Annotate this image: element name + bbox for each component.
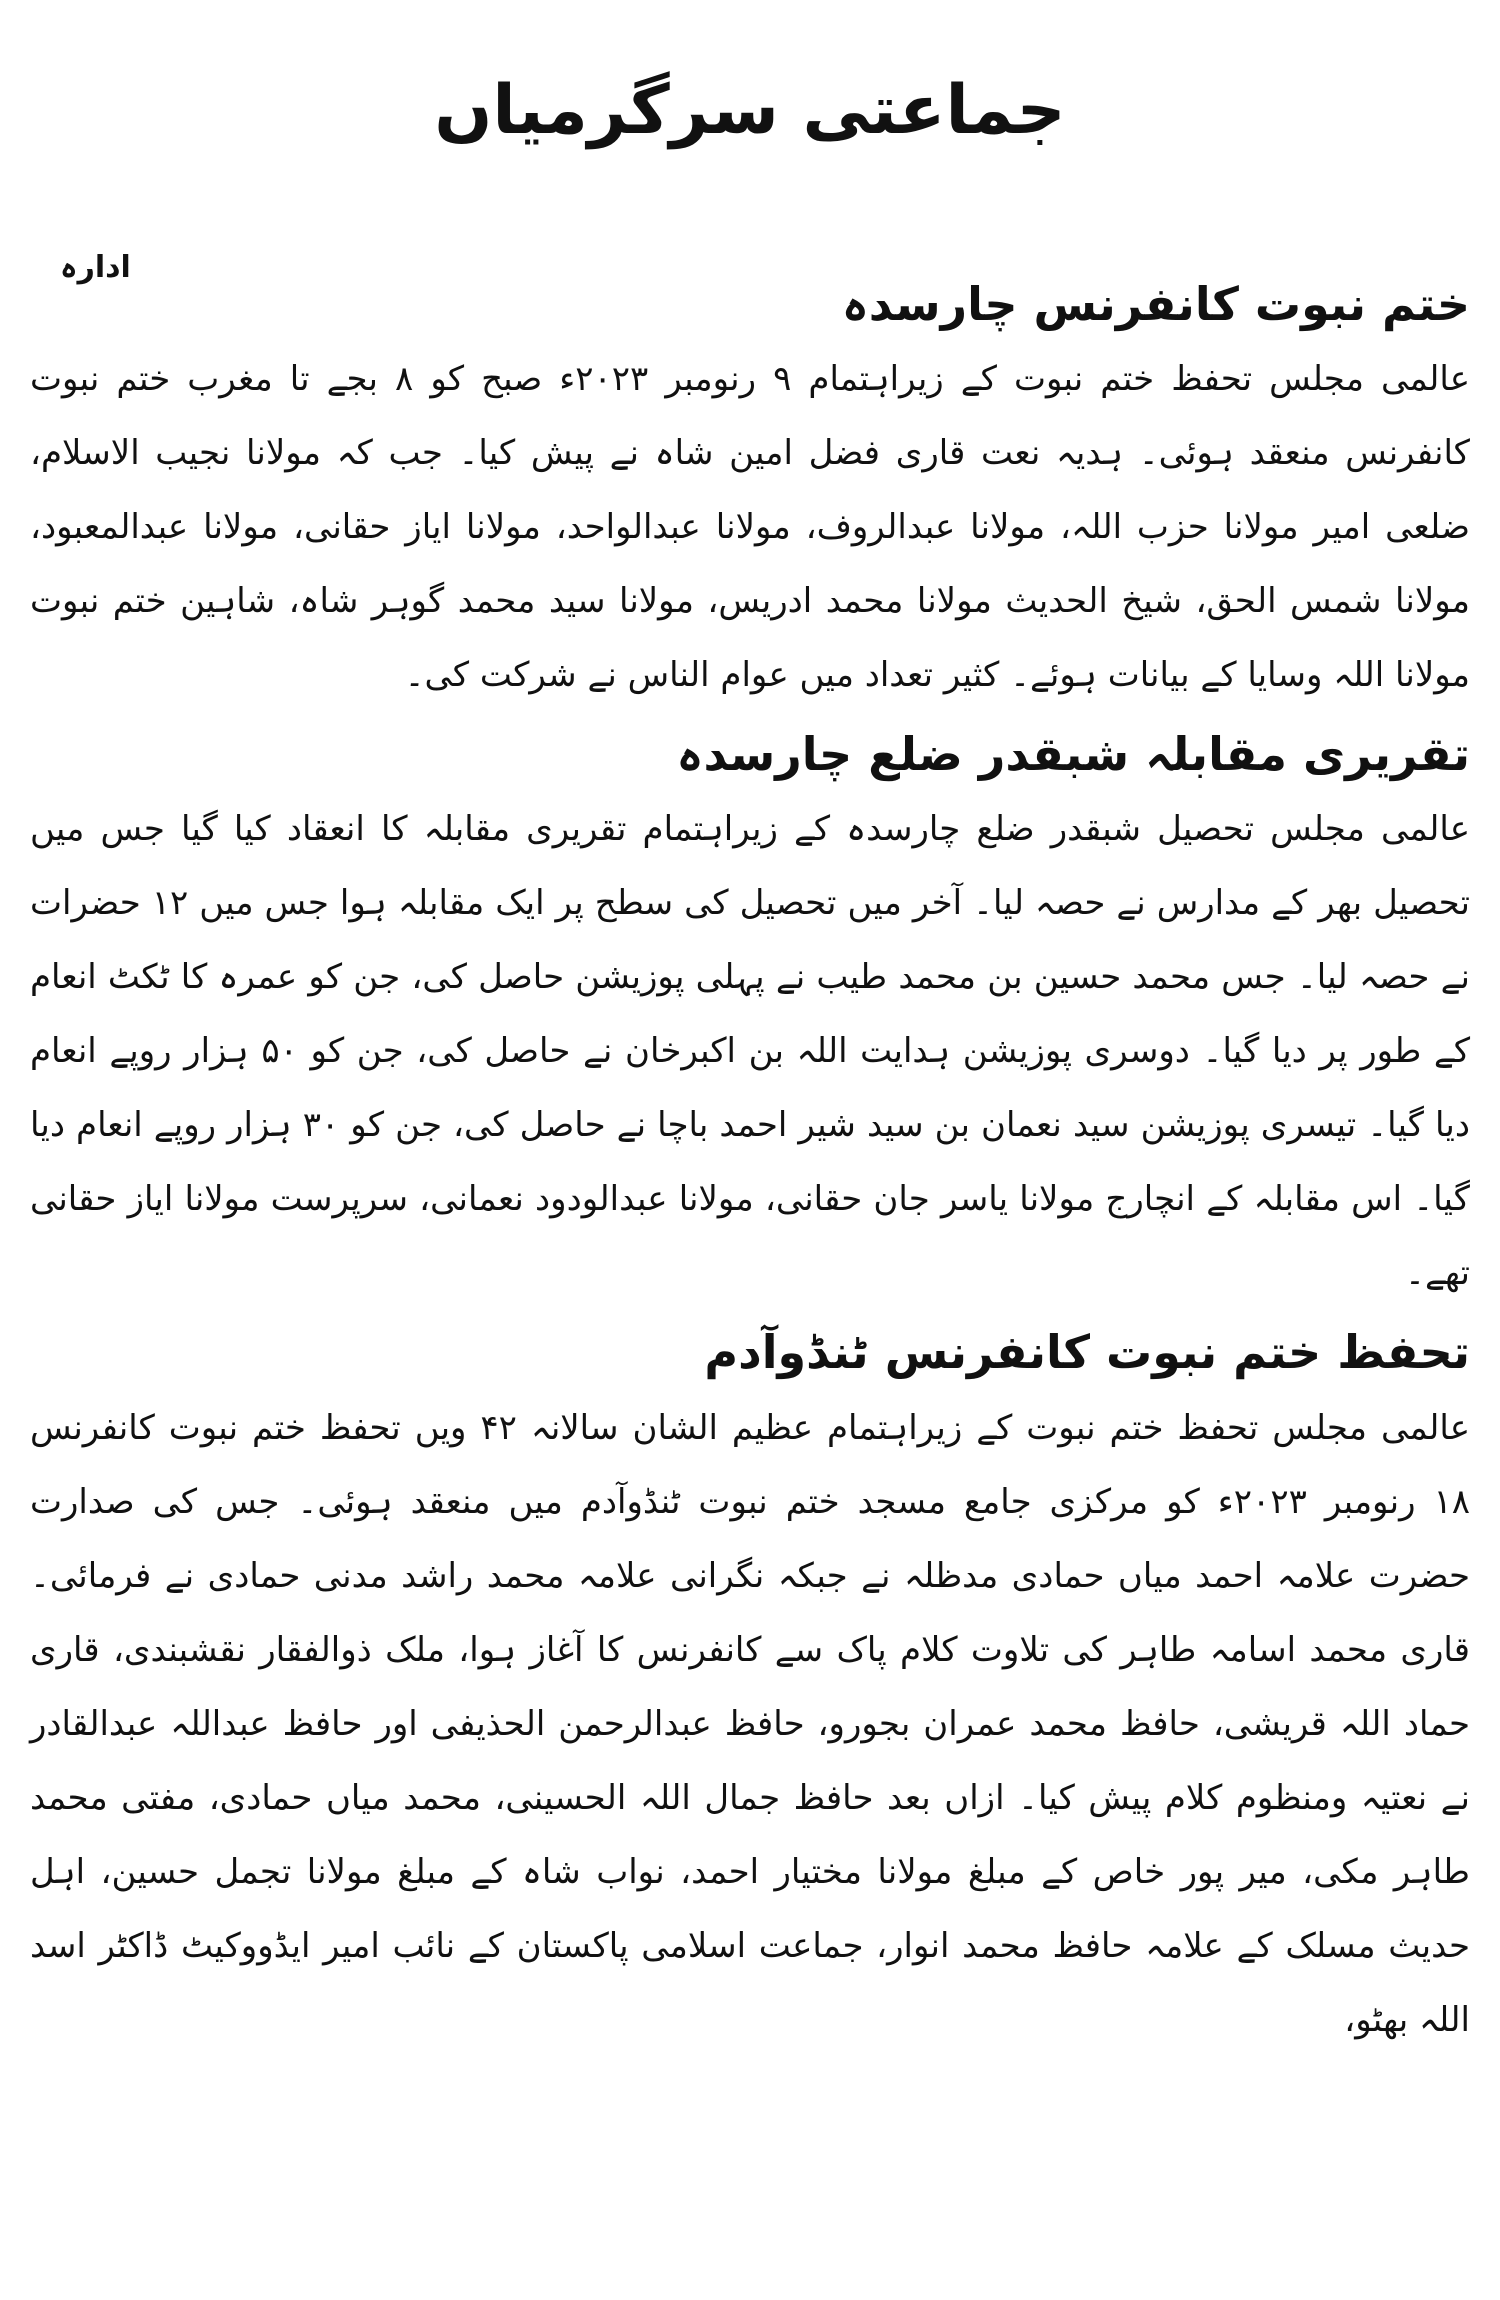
section-body: عالمی مجلس تحصیل شبقدر ضلع چارسدہ کے زیراہتمام تقریری مقابلہ کا انعقاد کیا گیا جس میں تحصیل بھر کے مدارس نے حصہ لیا۔ آخر میں تحصیل کی سطح پر ایک مقابلہ ہوا جس میں ۱۲ حضرات نے حصہ لیا۔ جس محمد حسین بن محمد طیب نے پہلی پوزیشن حاصل کی، جن کو عمرہ کا ٹکٹ انعام کے طور پر دیا گیا۔ دوسری پوزیشن ہدایت اللہ بن اکبرخان نے حاصل کی، جن کو ۵۰ ہزار روپے انعام دیا گیا۔ تیسری پوزیشن سید نعمان بن سید شیر احمد باچا نے حاصل کی، جن کو ۳۰ ہزار روپے انعام دیا گیا۔ اس مقابلہ کے انچارج مولانا یاسر جان حقانی، مولانا عبدالودود نعمانی، سرپرست مولانا ایاز حقانی تھے۔ [30,809,1471,1294]
section-heading: تقریری مقابلہ شبقدر ضلع چارسدہ [676,726,1470,781]
section-speech-competition [30,722,1470,1310]
section-tando-adam-conference [30,1320,1470,2056]
section-charsadda-conference [30,272,1470,712]
section-body: عالمی مجلس تحفظ ختم نبوت کے زیراہتمام ۹ رنومبر ۲۰۲۳ء صبح کو ۸ بجے تا مغرب ختم نبوت کانفرنس منعقد ہوئی۔ ہدیہ نعت قاری فضل امین شاہ نے پیش کیا۔ جب کہ مولانا نجیب الاسلام، ضلعی امیر مولانا حزب اللہ، مولانا عبدالروف، مولانا عبدالواحد، مولانا ایاز حقانی، مولانا عبدالمعبود، مولانا شمس الحق، شیخ الحدیث مولانا محمد ادریس، مولانا سید محمد گوہر شاہ، شاہین ختم نبوت مولانا اللہ وسایا کے بیانات ہوئے۔ کثیر تعداد میں عوام الناس نے شرکت کی۔ [30,358,1470,695]
author-byline: ادارہ [60,250,131,285]
section-body: عالمی مجلس تحفظ ختم نبوت کے زیراہتمام عظیم الشان سالانہ ۴۲ ویں تحفظ ختم نبوت کانفرنس ۱۸ رنومبر ۲۰۲۳ء کو مرکزی جامع مسجد ختم نبوت ٹنڈوآدم میں منعقد ہوئی۔ جس کی صدارت حضرت علامہ احمد میاں حمادی مدظلہ نے جبکہ نگرانی علامہ محمد راشد مدنی حمادی نے فرمائی۔ قاری محمد اسامہ طاہر کی تلاوت کلام پاک سے کانفرنس کا آغاز ہوا، ملک ذوالفقار نقشبندی، قاری حماد اللہ قریشی، حافظ محمد عمران بجورو، حافظ عبدالرحمن الحذیفی اور حافظ عبداللہ عبدالقادر نے نعتیہ ومنظوم کلام پیش کیا۔ ازاں بعد حافظ جمال اللہ الحسینی، محمد میاں حمادی، مفتی محمد طاہر مکی، میر پور خاص کے مبلغ مولانا مختیار احمد، نواب شاہ کے مبلغ مولانا تجمل حسین، اہل حدیث مسلک کے علامہ حافظ محمد انوار، جماعت اسلامی پاکستان کے نائب امیر ایڈووکیٹ ڈاکٹر اسد اللہ بھٹو، [30,1407,1471,2040]
page-title: جماعتی سرگرمیاں [434,71,1066,150]
section-heading: تحفظ ختم نبوت کانفرنس ٹنڈوآدم [704,1325,1470,1380]
section-heading: ختم نبوت کانفرنس چارسدہ [841,276,1470,331]
